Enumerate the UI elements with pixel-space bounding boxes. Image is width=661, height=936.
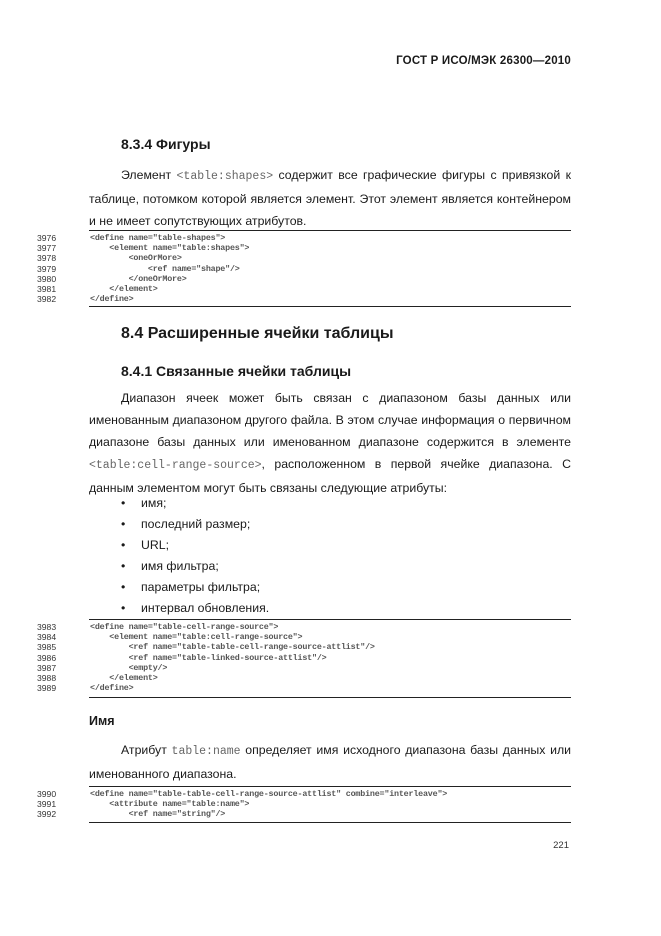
code-rule-top [89,619,571,620]
code-line [37,284,577,294]
code-text: <ref name="string"/> [90,809,226,820]
code-text: </element> [90,672,158,683]
code-listing-name-attlist [37,789,577,820]
line-number: 3984 [37,632,57,643]
code-text: <define name="table-table-cell-range-source-attlist" combine="interleave"> [90,789,448,799]
code-line [37,274,577,284]
code-listing-cell-range-source [37,622,577,693]
code-text: <ref name="shape"/> [90,263,240,274]
section-heading-8-4: 8.4 Расширенные ячейки таблицы [121,325,394,342]
code-rule-bottom [89,822,571,823]
code-text: <define name="table-cell-range-source"> [90,622,279,632]
code-line [37,233,577,243]
list-item: • имя фильтра; [121,556,269,577]
list-item: • имя; [121,493,269,514]
code-text: <empty/> [90,662,168,673]
code-text: <define name="table-shapes"> [90,233,226,243]
line-number: 3980 [37,273,57,284]
line-number: 3988 [37,672,57,683]
bullet-icon: • [121,601,126,615]
bullet-icon: • [121,496,126,510]
paragraph-text: определяет имя исходного диапазона базы данных или именованного диапазона. [89,743,572,781]
line-number: 3981 [37,283,57,294]
section-heading-8-3-4: 8.3.4 Фигуры [121,136,211,152]
code-line [37,789,577,799]
list-item: • URL; [121,535,269,556]
page-number: 221 [553,840,569,851]
code-text: <element name="table:shapes"> [90,243,250,254]
code-line [37,294,577,304]
line-number: 3991 [37,799,57,810]
line-number: 3990 [37,789,57,799]
line-number: 3976 [37,233,57,243]
line-number: 3977 [37,243,57,254]
subsection-heading-name: Имя [89,714,115,728]
code-line [37,243,577,253]
line-number: 3992 [37,809,57,820]
line-number: 3983 [37,622,57,632]
code-rule-top [89,786,571,787]
code-line [37,799,577,809]
code-text: <attribute name="table:name"> [90,799,250,810]
line-number: 3979 [37,263,57,274]
paragraph-linked-cells [89,387,571,499]
code-line [37,683,577,693]
code-line [37,642,577,652]
inline-code: <table:cell-range-source> [89,459,262,472]
list-item: • интервал обновления. [121,598,269,619]
paragraph-name-attribute [89,739,571,785]
code-rule-bottom [89,697,571,698]
code-line [37,264,577,274]
code-text: </define> [90,683,134,694]
line-number: 3989 [37,683,57,694]
code-line [37,809,577,819]
inline-code: table:name [171,745,241,758]
code-rule-top [89,230,571,231]
code-line [37,663,577,673]
code-line [37,253,577,263]
code-text: <ref name="table-linked-source-attlist"/> [90,652,327,663]
paragraph-text: Атрибут [121,743,172,757]
section-heading-8-4-1: 8.4.1 Связанные ячейки таблицы [121,363,352,379]
code-line [37,622,577,632]
line-number: 3986 [37,652,57,663]
code-text: </element> [90,283,158,294]
code-text: <element name="table:cell-range-source"> [90,632,303,643]
paragraph-text: Диапазон ячеек может быть связан с диапазоном базы данных или именованным диапазоном другого файла. В этом случае информация о первичном диапазоне базы данных или именованном диапазоне содержится в элементе [89,391,571,449]
paragraph-text: Элемент [121,168,177,182]
inline-code: <table:shapes> [176,170,274,183]
bullet-icon: • [121,559,126,573]
attribute-list [121,493,269,619]
code-text: </oneOrMore> [90,273,187,284]
bullet-icon: • [121,517,126,531]
code-line [37,673,577,683]
bullet-icon: • [121,538,126,552]
paragraph-text: , расположенном в первой ячейке диапазона. С данным элементом могут быть связаны следующие атрибуты: [89,457,571,495]
list-item: • параметры фильтра; [121,577,269,598]
line-number: 3978 [37,253,57,264]
list-item: • последний размер; [121,514,269,535]
paragraph-shapes [89,164,571,232]
code-text: <ref name="table-table-cell-range-source-attlist"/> [90,642,375,653]
code-rule-bottom [89,306,571,307]
line-number: 3987 [37,662,57,673]
bullet-icon: • [121,580,126,594]
line-number: 3985 [37,642,57,653]
code-line [37,653,577,663]
code-line [37,632,577,642]
line-number: 3982 [37,294,57,305]
document-header: ГОСТ Р ИСО/МЭК 26300—2010 [396,55,571,67]
paragraph-text: содержит все графические фигуры с привязкой к таблице, потомком которой является элемент. Этот элемент является контейнером и не имеет сопутствующих атрибутов. [89,168,571,228]
code-text: <oneOrMore> [90,253,182,264]
code-text: </define> [90,294,134,305]
code-listing-shapes [37,233,577,304]
